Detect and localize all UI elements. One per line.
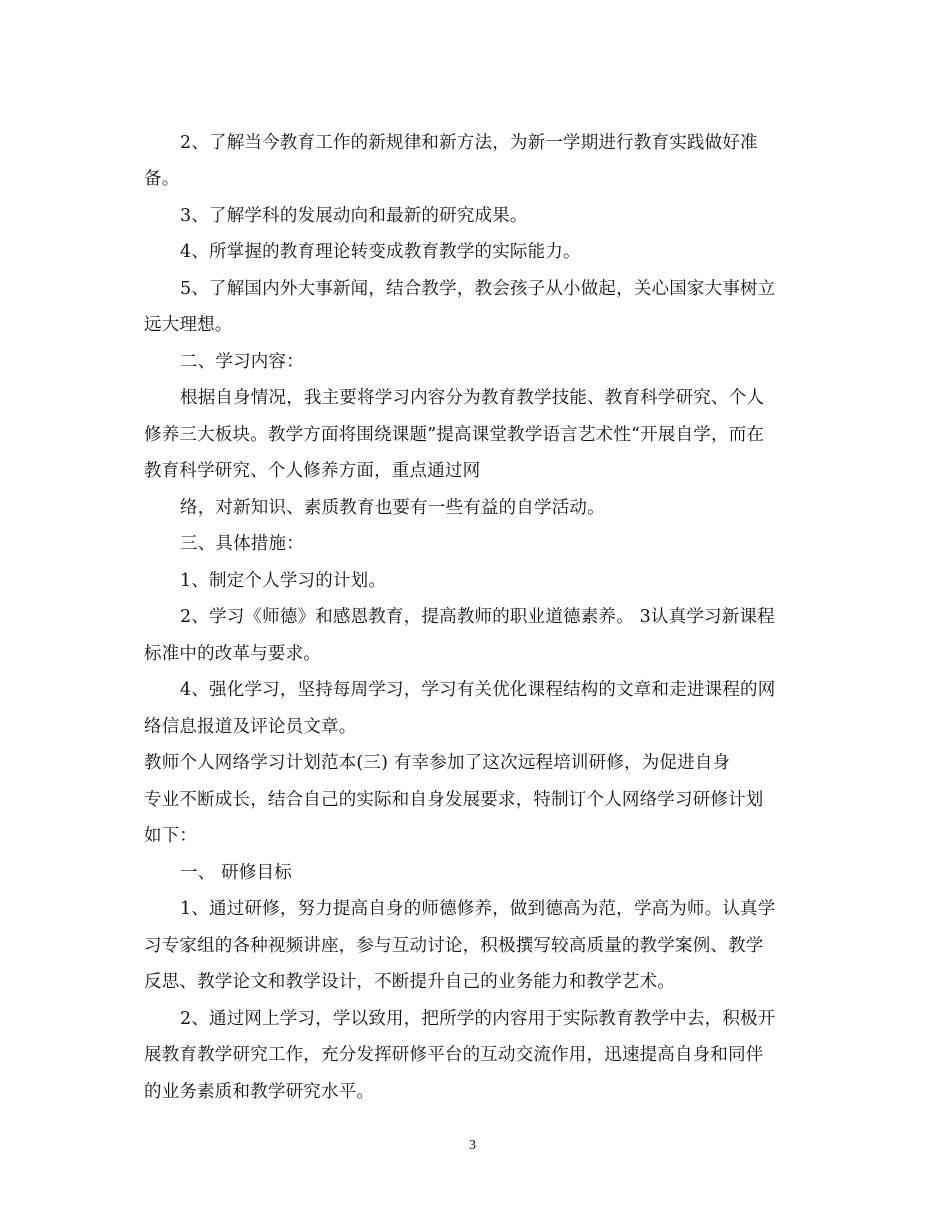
paragraph-line: 1、通过研修，努力提高自身的师德修养，做到德高为范，学高为师。认真学 bbox=[180, 899, 776, 919]
section-heading: 二、学习内容： bbox=[180, 352, 304, 372]
section-heading: 三、具体措施： bbox=[180, 534, 304, 554]
paragraph-line: 络信息报道及评论员文章。 bbox=[144, 717, 357, 737]
section-heading: 一、 研修目标 bbox=[180, 863, 292, 883]
paragraph-line: 2、通过网上学习，学以致用，把所学的内容用于实际教育教学中去，积极开 bbox=[180, 1009, 776, 1029]
paragraph-line: 如下： bbox=[144, 826, 198, 846]
paragraph-line: 2、学习《师德》和感恩教育，提高教师的职业道德素养。 3认真学习新课程 bbox=[180, 607, 775, 627]
paragraph-line: 习专家组的各种视频讲座，参与互动讨论，积极撰写较高质量的教学案例、教学 bbox=[144, 936, 764, 956]
paragraph-line: 备。 bbox=[144, 169, 180, 189]
paragraph-line: 络，对新知识、素质教育也要有一些有益的自学活动。 bbox=[180, 498, 605, 518]
paragraph-line: 1、制定个人学习的计划。 bbox=[180, 571, 387, 591]
document-title-line: 教师个人网络学习计划范本(三) 有幸参加了这次远程培训研修，为促进自身 bbox=[144, 753, 731, 773]
paragraph-line: 4、强化学习，坚持每周学习，学习有关优化课程结构的文章和走进课程的网 bbox=[180, 680, 776, 700]
paragraph-line: 标准中的改革与要求。 bbox=[144, 644, 321, 664]
paragraph-line: 的业务素质和教学研究水平。 bbox=[144, 1082, 375, 1102]
paragraph-line: 2、了解当今教育工作的新规律和新方法，为新一学期进行教育实践做好准 bbox=[180, 133, 758, 153]
paragraph-line: 专业不断成长，结合自己的实际和自身发展要求，特制订个人网络学习研修计划 bbox=[144, 790, 764, 810]
paragraph-line: 远大理想。 bbox=[144, 315, 233, 335]
paragraph-line: 反思、教学论文和教学设计，不断提升自己的业务能力和教学艺术。 bbox=[144, 972, 675, 992]
paragraph-line: 5、了解国内外大事新闻，结合教学，教会孩子从小做起，关心国家大事树立 bbox=[180, 279, 776, 299]
paragraph-line: 3、了解学科的发展动向和最新的研究成果。 bbox=[180, 206, 528, 226]
page-number: 3 bbox=[469, 1138, 476, 1153]
paragraph-line: 4、所掌握的教育理论转变成教育教学的实际能力。 bbox=[180, 242, 581, 262]
paragraph-line: 教育科学研究、个人修养方面，重点通过网 bbox=[144, 461, 481, 481]
paragraph-line: 根据自身情况，我主要将学习内容分为教育教学技能、教育科学研究、个人 bbox=[180, 388, 765, 408]
paragraph-line: 修养三大板块。教学方面将围绕课题”提高课堂教学语言艺术性“开展自学，而在 bbox=[144, 425, 765, 445]
paragraph-line: 展教育教学研究工作，充分发挥研修平台的互动交流作用，迅速提高自身和同伴 bbox=[144, 1045, 764, 1065]
